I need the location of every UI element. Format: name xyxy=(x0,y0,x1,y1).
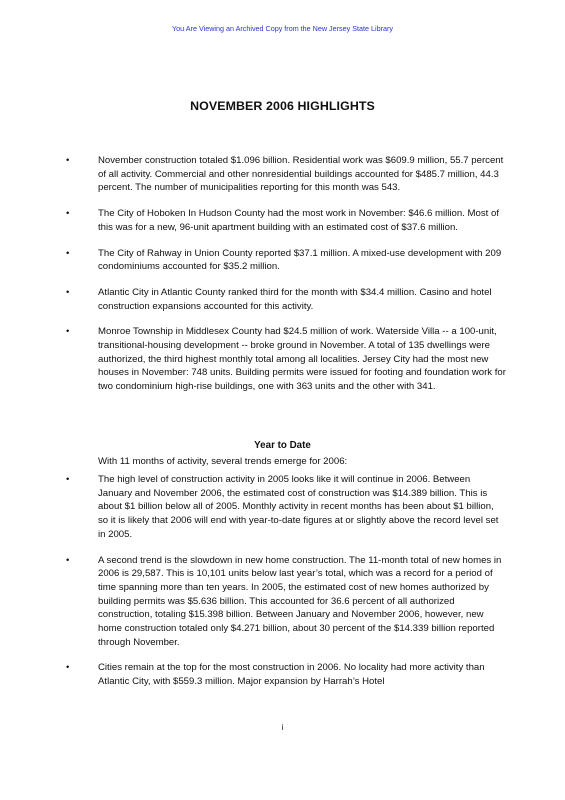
bullet-icon: • xyxy=(66,208,70,220)
page-title: NOVEMBER 2006 HIGHLIGHTS xyxy=(190,99,375,113)
ytd-text: The high level of construction activity in 2005 looks like it will continue in 2006. Between January and November 2006, the estimated cost of construction was $14.389 billion. This is about $1 billion below all of 2005. Monthly activity in recent months has been about $1 billion, so it is likely that 2006 will end with year-to-date figures at or slightly above the record level set in 2005. xyxy=(98,474,499,540)
bullet-icon: • xyxy=(66,474,70,485)
highlight-item xyxy=(0,154,565,195)
highlight-text: November construction totaled $1.096 billion. Residential work was $609.9 million, 55.7 percent of all activity. Commercial and other nonresidential buildings accounted for $485.7 million, 44.3 percent. The number of municipalities reporting for this month was 543. xyxy=(98,155,504,194)
highlight-text: The City of Hoboken In Hudson County had the most work in November: $46.6 million. Most of this was for a new, 96-unit apartment building with an estimated cost of $37.6 million. xyxy=(98,208,499,233)
bullet-icon: • xyxy=(66,247,70,259)
highlight-item xyxy=(0,247,565,274)
highlight-item xyxy=(0,286,565,313)
highlight-item xyxy=(0,207,565,234)
bullet-icon: • xyxy=(66,155,70,166)
highlight-text: The City of Rahway in Union County reported $37.1 million. A mixed-use development with 209 condominiums accounted for $35.2 million. xyxy=(98,247,502,273)
bullet-icon: • xyxy=(66,326,70,338)
bullet-icon: • xyxy=(66,554,70,566)
highlight-item xyxy=(0,325,565,394)
highlights-list xyxy=(0,154,565,394)
highlight-text: Atlantic City in Atlantic County ranked third for the month with $34.4 million. Casino and hotel construction expansions accounted for this activity. xyxy=(98,286,492,312)
ytd-item xyxy=(0,554,565,650)
ytd-item xyxy=(0,473,565,542)
ytd-text: A second trend is the slowdown in new home construction. The 11-month total of new homes in 2006 is 29,587. This is 10,101 units below last year’s total, which was a record for a period of time spanning more than ten years. In 2005, the estimated cost of new homes authorized by building permits was $5.636 billion. This accounted for 36.6 percent of all authorized construction, totaling $15.398 billion. Between January and November 2006, however, new home construction totaled only $4.271 billion, about 30 percent of the $14.339 billion reported through November. xyxy=(98,554,502,648)
section-heading-year-to-date: Year to Date xyxy=(254,440,311,451)
bullet-icon: • xyxy=(66,662,70,674)
archive-banner: You Are Viewing an Archived Copy from the New Jersey State Library xyxy=(172,24,393,33)
page-number: i xyxy=(281,723,284,732)
ytd-item xyxy=(0,661,565,688)
year-to-date-list xyxy=(0,473,565,689)
ytd-text: Cities remain at the top for the most construction in 2006. No locality had more activity than Atlantic City, with $559.3 million. Major expansion by Harrah’s Hotel xyxy=(98,662,485,688)
bullet-icon: • xyxy=(66,286,70,298)
section-intro: With 11 months of activity, several trends emerge for 2006: xyxy=(98,456,348,467)
highlight-text: Monroe Township in Middlesex County had $24.5 million of work. Waterside Villa -- a 100-unit, transitional-housing development -- broke ground in November. A total of 135 dwellings were authorized, the third highest monthly total among all localities. Jersey City had the most new houses in November: 748 units. Building permits were issued for footing and foundation work for two condominium high-rise buildings, one with 363 units and the other with 341. xyxy=(98,326,506,393)
